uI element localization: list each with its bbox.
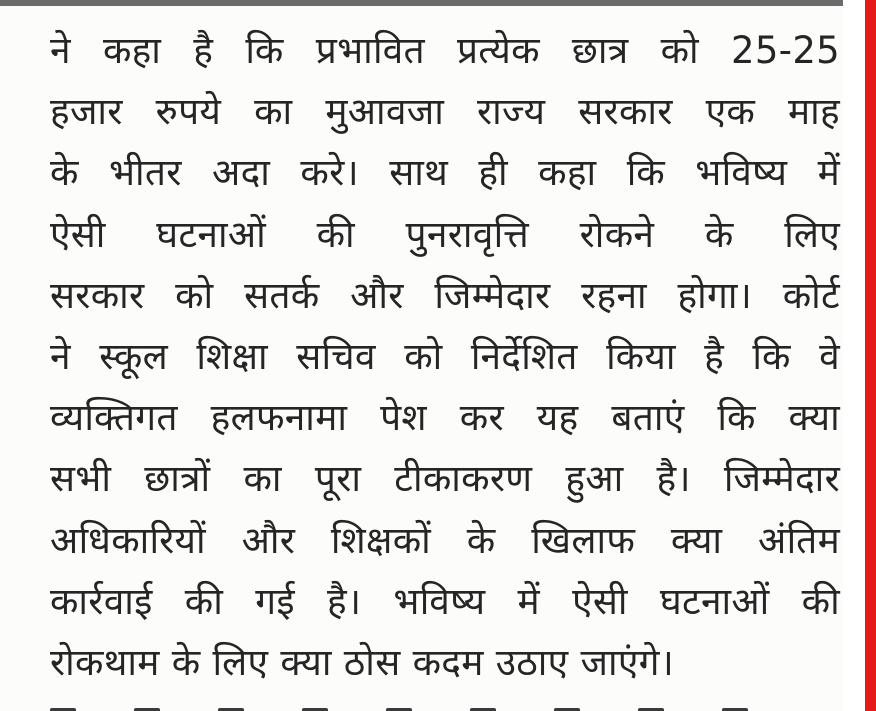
top-column-rule bbox=[0, 0, 843, 6]
red-border-strip bbox=[865, 0, 876, 711]
article-line: ऐसी घटनाओं की पुनरावृत्ति रोकने के लिए bbox=[50, 212, 840, 256]
article-line: सभी छात्रों का पूरा टीकाकरण हुआ है। जिम्मेदार bbox=[50, 457, 840, 501]
article-line: ने स्कूल शिक्षा सचिव को निर्देशित किया है कि वे bbox=[50, 334, 840, 378]
article-line: अधिकारियों और शिक्षकों के खिलाफ क्या अंतिम bbox=[50, 518, 840, 562]
column-margin bbox=[843, 0, 865, 711]
article-line: ने कहा है कि प्रभावित प्रत्येक छात्र को 25-25 bbox=[50, 29, 840, 72]
cropped-next-line-fragments bbox=[50, 700, 810, 711]
article-line: हजार रुपये का मुआवजा राज्य सरकार एक माह bbox=[50, 90, 840, 134]
article-line: व्यक्तिगत हलफनामा पेश कर यह बताएं कि क्या bbox=[50, 396, 840, 440]
article-line: सरकार को सतर्क और जिम्मेदार रहना होगा। कोर्ट bbox=[50, 273, 840, 317]
article-body bbox=[50, 20, 840, 693]
article-line: रोकथाम के लिए क्या ठोस कदम उठाए जाएंगे। bbox=[50, 640, 675, 684]
article-line: के भीतर अदा करे। साथ ही कहा कि भविष्य में bbox=[50, 151, 840, 195]
article-line: कार्रवाई की गई है। भविष्य में ऐसी घटनाओं की bbox=[50, 579, 840, 623]
